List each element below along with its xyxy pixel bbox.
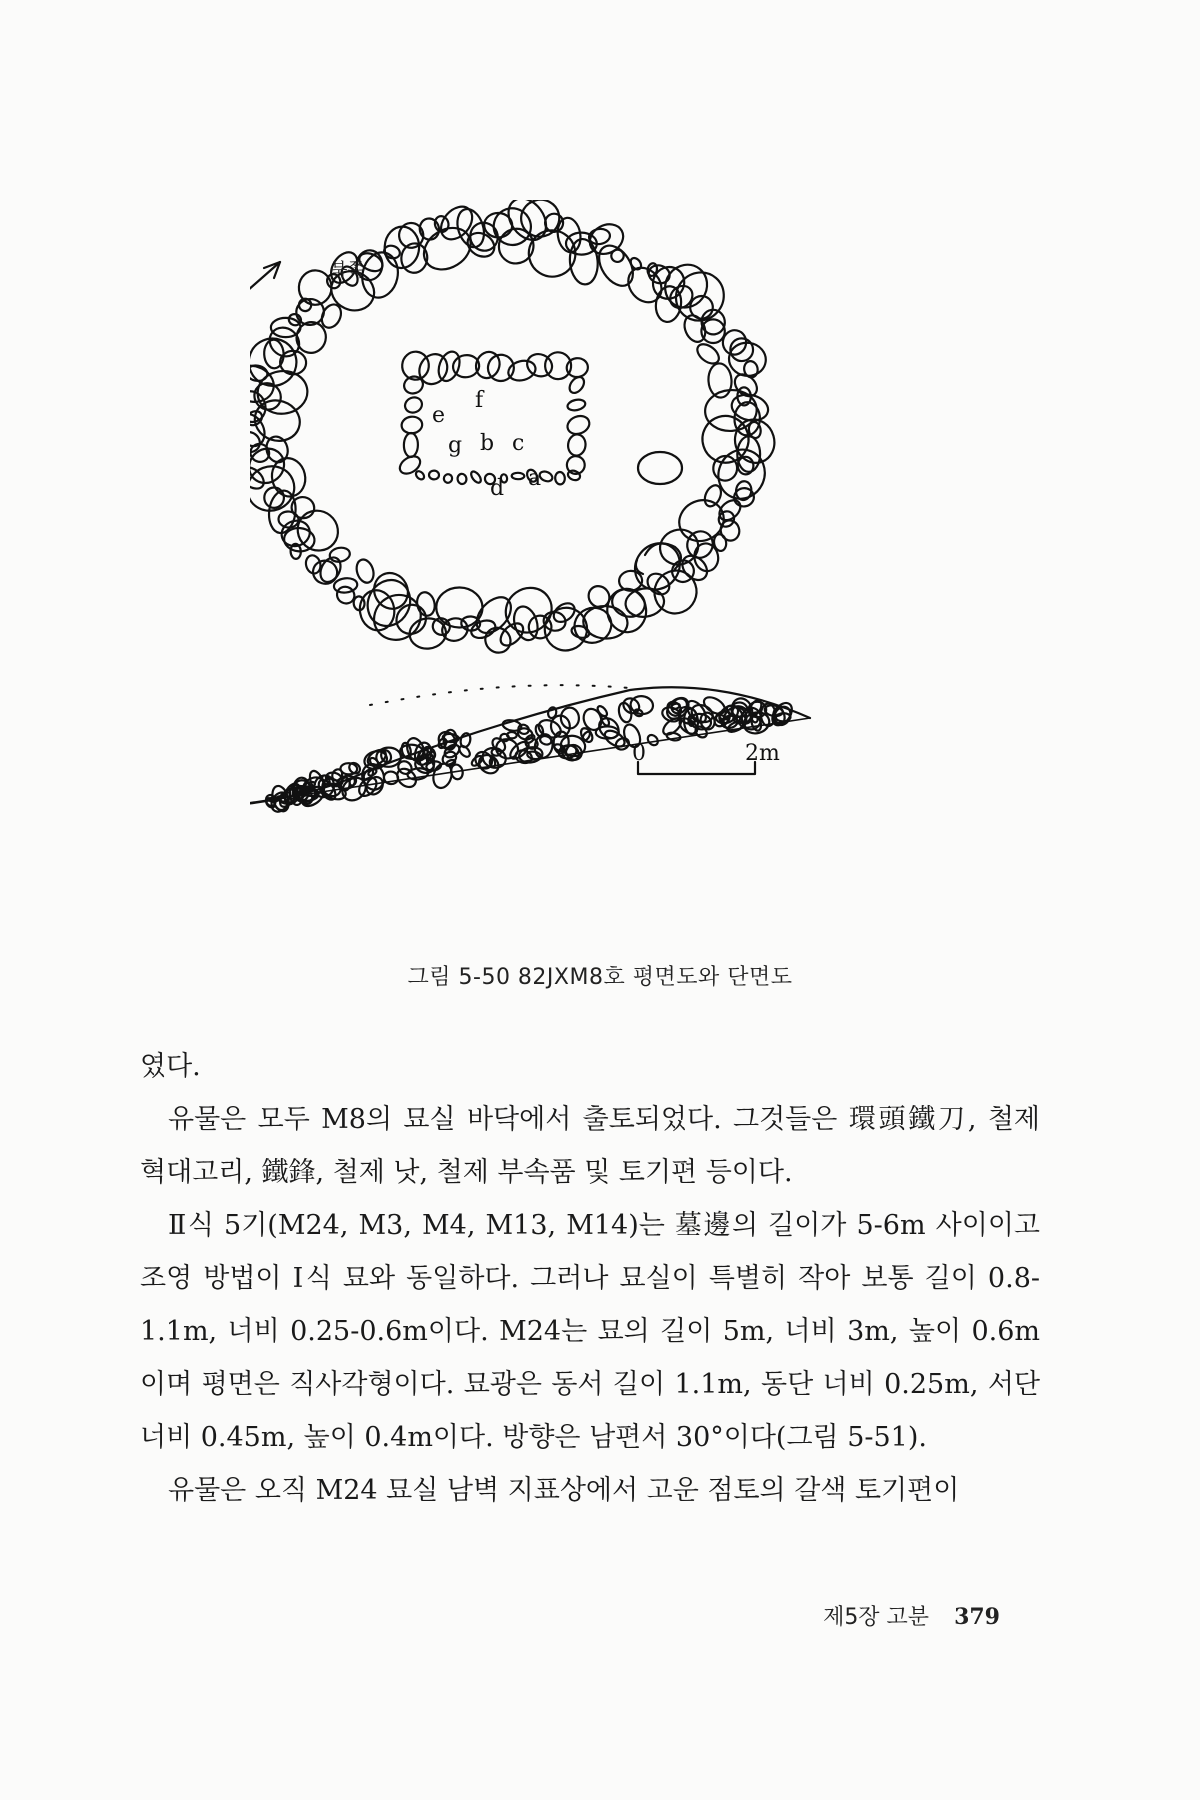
paragraph: 였다.: [140, 1051, 201, 1082]
stone-outline: [469, 470, 482, 485]
stone-outline: [329, 546, 351, 563]
scale-zero-label: 0: [632, 741, 646, 766]
artifact-label-d: d: [490, 476, 505, 501]
stone-outline: [555, 216, 583, 254]
stone-outline: [673, 493, 730, 547]
stone-outline: [401, 416, 423, 435]
scale-end-label: 2m: [745, 741, 780, 766]
north-label: 북쪽: [330, 260, 365, 281]
stone-outline: [512, 473, 525, 480]
stone-outline: [368, 567, 414, 614]
stone-outline: [654, 285, 684, 324]
stone-outline: [567, 433, 587, 456]
stone-outline: [614, 736, 631, 751]
stone-outline: [585, 219, 629, 260]
stone-outline: [497, 619, 528, 649]
stone-outline: [403, 395, 424, 415]
body-text: [140, 1040, 1040, 1517]
stone-outline: [500, 734, 509, 742]
artifact-label-b: b: [480, 431, 495, 456]
artifact-label-a: a: [528, 466, 542, 491]
loose-stone: [638, 452, 682, 484]
section-stones: [264, 694, 796, 815]
stone-outline: [517, 200, 563, 241]
chapter-title: 제5장 고분: [823, 1605, 930, 1630]
stone-outline: [700, 308, 727, 336]
stone-outline: [506, 358, 538, 383]
artifact-label-g: g: [448, 433, 463, 458]
tomb-plan-drawing: [250, 200, 970, 940]
stone-outline: [397, 453, 424, 477]
burial-chamber-stones: [397, 348, 592, 486]
stone-outline: [567, 374, 587, 395]
artifact-label-c: c: [512, 431, 525, 456]
stone-outline: [646, 733, 660, 747]
stone-outline: [354, 557, 377, 585]
page-footer: [823, 1600, 1000, 1631]
stone-outline: [567, 469, 582, 482]
tomb-plan-figure: [250, 200, 970, 940]
stone-outline: [567, 398, 587, 412]
stone-outline: [459, 732, 471, 748]
artifact-label-e: e: [432, 403, 446, 428]
stone-outline: [555, 472, 565, 485]
stone-outline: [592, 239, 640, 291]
stone-outline: [250, 441, 272, 464]
section-dotted-mound: [370, 685, 630, 705]
stone-outline: [609, 248, 625, 264]
stone-outline: [470, 754, 484, 767]
page-number: 379: [954, 1604, 1000, 1630]
paragraph: 유물은 모두 M8의 묘실 바닥에서 출토되었다. 그것들은 環頭鐵刀, 철제 혁대고리, 鐵鋒, 철제 낫, 철제 부속품 및 토기편 등이다.: [140, 1104, 1040, 1188]
scale-bar: [638, 762, 755, 774]
figure-caption: 그림 5-50 82JXM8호 평면도와 단면도: [407, 965, 793, 990]
paragraph: Ⅱ식 5기(M24, M3, M4, M13, M14)는 墓邊의 길이가 5-6m 사이이고 조영 방법이 Ⅰ식 묘와 동일하다. 그러나 묘실이 특별히 작아 보통 길이 0.8-1.1m, 너비 0.25-0.6m이다. M24는 묘의 길이 5m, 너비 3m, 높이 0.6m이며 평면은 직사각형이다. 묘광은 동서 길이 1.1m, 동단 너비 0.25m, 서단 너비 0.45m, 높이 0.4m이다. 방향은 남편서 30°이다(그림 5-51).: [140, 1210, 1040, 1453]
stone-outline: [457, 473, 467, 484]
paragraph: 유물은 오직 M24 묘실 남벽 지표상에서 고운 점토의 갈색 토기편이: [168, 1475, 960, 1506]
stone-outline: [436, 587, 483, 628]
artifact-labels: [432, 388, 541, 501]
stone-outline: [492, 222, 541, 271]
stone-outline: [404, 433, 418, 457]
stone-outline: [718, 518, 742, 543]
stone-outline: [429, 470, 439, 479]
stone-outline: [414, 470, 425, 481]
stone-outline: [376, 747, 401, 767]
stone-outline: [443, 473, 454, 484]
stone-outline: [414, 349, 453, 389]
artifact-label-f: f: [475, 388, 484, 413]
